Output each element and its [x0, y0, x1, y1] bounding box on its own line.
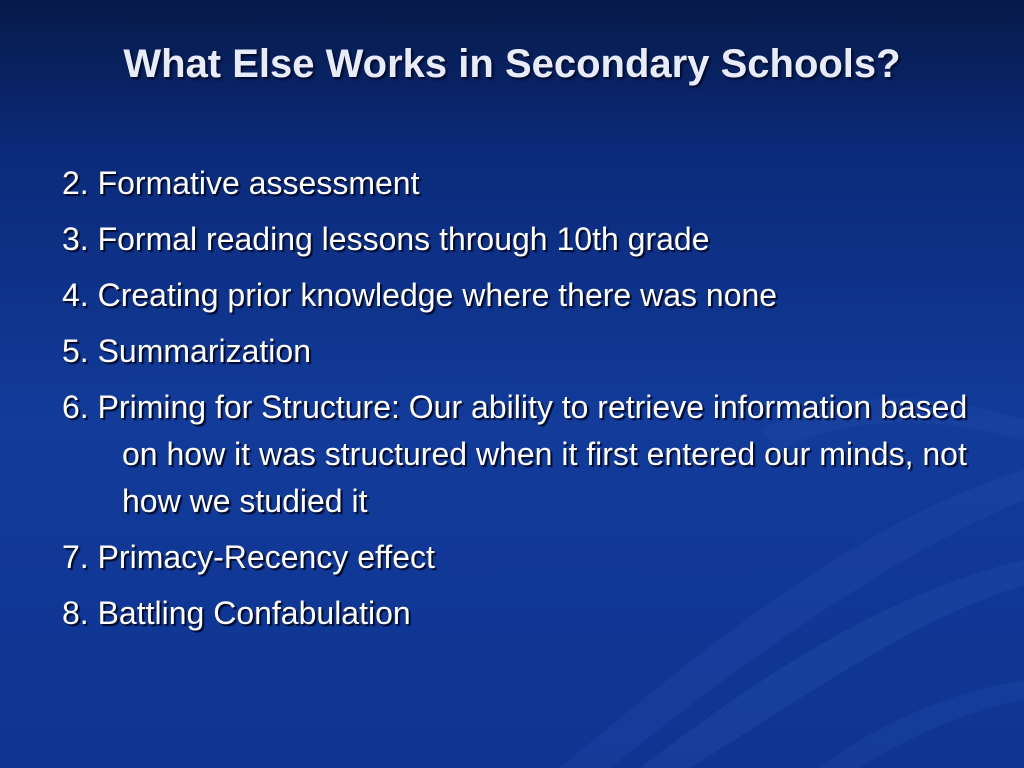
bullet-item-primacy-recency-effect: 7. Primacy-Recency effect [62, 539, 435, 575]
bullet-item-battling-confabulation: 8. Battling Confabulation [62, 595, 411, 631]
bullet-item-formative-assessment: 2. Formative assessment [62, 165, 420, 201]
bullet-list [62, 160, 992, 646]
bullet-item-formal-reading-lessons: 3. Formal reading lessons through 10th grade [62, 221, 710, 257]
slide-title: What Else Works in Secondary Schools? [123, 42, 901, 86]
bullet-item-priming-for-structure: 6. Priming for Structure: Our ability to retrieve information based on how it was structured when it first entered our minds, not how we studied it [62, 389, 968, 519]
bullet-item-summarization: 5. Summarization [62, 333, 311, 369]
bullet-item-creating-prior-knowledge: 4. Creating prior knowledge where there was none [62, 277, 778, 313]
